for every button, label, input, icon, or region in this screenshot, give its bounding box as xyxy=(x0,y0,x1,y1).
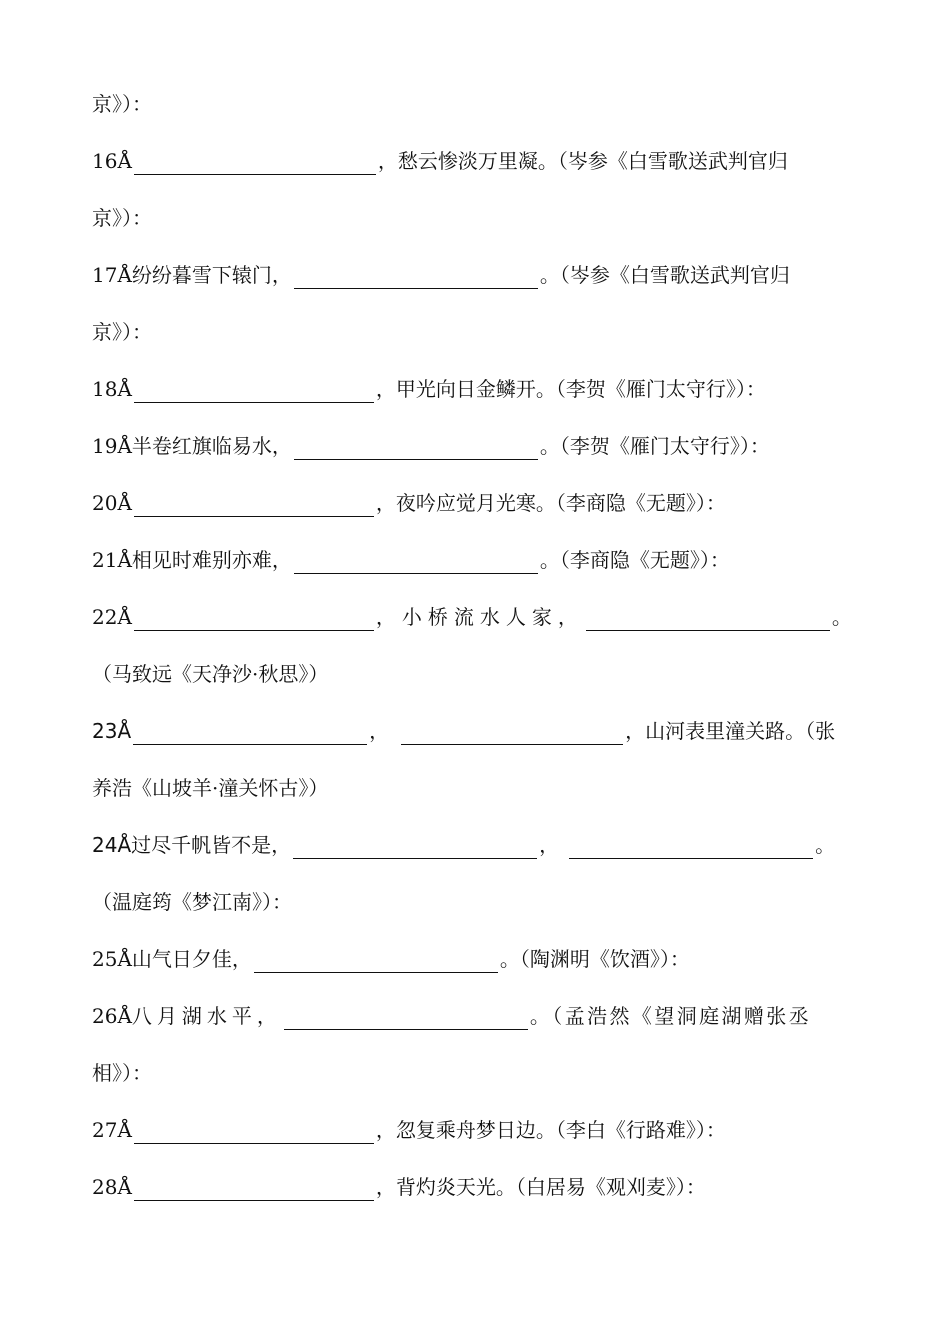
text: 。（李商隐《无题》）： xyxy=(539,548,730,572)
text: ，夜吟应觉月光寒。（李商隐《无题》）： xyxy=(375,491,726,515)
text: 山气日夕佳， xyxy=(131,947,252,971)
question-number: 20Å xyxy=(92,491,132,515)
question-19 xyxy=(92,432,862,460)
line-q22-continuation xyxy=(92,660,862,688)
text: 过尽千帆皆不是， xyxy=(131,833,292,857)
text: ，背灼炎天光。（白居易《观刈麦》）： xyxy=(375,1175,706,1199)
text: 八月湖水平， xyxy=(131,1004,282,1028)
answer-blank[interactable] xyxy=(280,154,376,175)
text: ，甲光向日金鳞开。（李贺《雁门太守行》）： xyxy=(375,377,766,401)
question-number: 21Å xyxy=(92,548,132,572)
answer-blank[interactable] xyxy=(284,1009,528,1030)
answer-blank[interactable] xyxy=(134,1180,374,1201)
question-number: 23Å xyxy=(92,719,132,743)
text: 相见时难别亦难， xyxy=(131,548,292,572)
answer-blank[interactable] xyxy=(134,496,374,517)
question-number: 28Å xyxy=(92,1175,132,1199)
question-number: 25Å xyxy=(92,947,132,971)
text: 半卷红旗临易水， xyxy=(131,434,292,458)
question-18 xyxy=(92,375,862,403)
question-number: 24Å xyxy=(92,833,132,857)
text: ， xyxy=(539,833,560,857)
answer-blank[interactable] xyxy=(401,724,623,745)
line-q16-continuation xyxy=(92,204,862,232)
text: ，忽复乘舟梦日边。（李白《行路难》）： xyxy=(375,1118,726,1142)
text: 纷纷暮雪下辕门， xyxy=(131,263,292,287)
question-25 xyxy=(92,945,862,973)
text: ，愁云惨淡万里凝。（岑参《白雪歌送武判官归 xyxy=(377,149,788,173)
question-number: 26Å xyxy=(92,1004,132,1028)
text: 相》）： xyxy=(92,1061,152,1085)
text: ，小桥流水人家， xyxy=(375,605,584,629)
question-number: 27Å xyxy=(92,1118,132,1142)
line-q26-continuation xyxy=(92,1059,862,1087)
answer-blank[interactable] xyxy=(134,154,280,175)
question-number: 16Å xyxy=(92,149,132,173)
answer-blank[interactable] xyxy=(134,1123,374,1144)
question-number: 19Å xyxy=(92,434,132,458)
text: ，山河表里潼关路。（张 xyxy=(625,719,836,743)
question-23 xyxy=(92,717,862,745)
question-21 xyxy=(92,546,862,574)
answer-blank[interactable] xyxy=(133,724,367,745)
text: 。 xyxy=(815,833,836,857)
text: 。（孟浩然《望洞庭湖赠张丞 xyxy=(529,1004,812,1028)
answer-blank[interactable] xyxy=(134,382,374,403)
answer-blank[interactable] xyxy=(294,439,538,460)
answer-blank[interactable] xyxy=(569,838,813,859)
question-22 xyxy=(92,603,862,631)
line-q24-continuation xyxy=(92,888,862,916)
answer-blank[interactable] xyxy=(586,610,830,631)
question-27 xyxy=(92,1116,862,1144)
line-q15-continuation xyxy=(92,90,862,118)
question-number: 22Å xyxy=(92,605,132,629)
answer-blank[interactable] xyxy=(294,268,538,289)
question-number: 18Å xyxy=(92,377,132,401)
line-q17-continuation xyxy=(92,318,862,346)
line-q23-continuation xyxy=(92,774,862,802)
answer-blank[interactable] xyxy=(293,838,537,859)
text: 。（岑参《白雪歌送武判官归 xyxy=(539,263,790,287)
text: 京》）： xyxy=(92,92,152,116)
question-16 xyxy=(92,147,862,175)
text: 京》）： xyxy=(92,206,152,230)
text: （马致远《天净沙·秋思》） xyxy=(92,662,329,686)
question-number: 17Å xyxy=(92,263,132,287)
text: 京》）： xyxy=(92,320,152,344)
question-20 xyxy=(92,489,862,517)
text: （温庭筠《梦江南》）： xyxy=(92,890,292,914)
answer-blank[interactable] xyxy=(254,952,498,973)
answer-blank[interactable] xyxy=(294,553,538,574)
question-17 xyxy=(92,261,862,289)
text: 养浩《山坡羊·潼关怀古》） xyxy=(92,776,329,800)
text: ， xyxy=(369,719,390,743)
answer-blank[interactable] xyxy=(134,610,374,631)
question-28 xyxy=(92,1173,862,1201)
text: 。（陶渊明《饮酒》）： xyxy=(499,947,690,971)
question-24 xyxy=(92,831,862,859)
text: 。 xyxy=(831,605,852,629)
text: 。（李贺《雁门太守行》）： xyxy=(539,434,770,458)
question-26 xyxy=(92,1002,862,1030)
